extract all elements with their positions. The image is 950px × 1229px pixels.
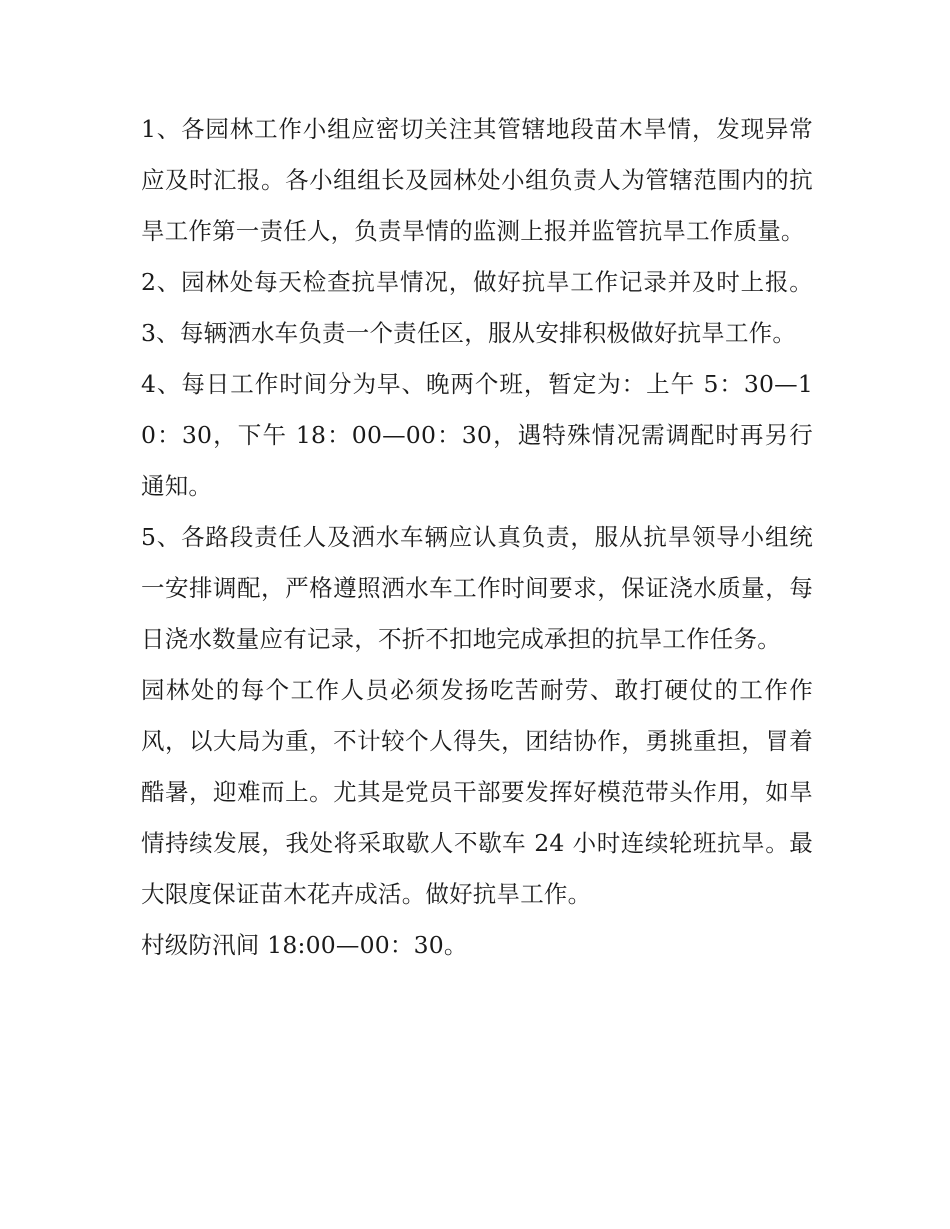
document-body [141, 104, 813, 971]
paragraph-item-1: 1、各园林工作小组应密切关注其管辖地段苗木旱情，发现异常应及时汇报。各小组组长及园林处小组负责人为管辖范围内的抗旱工作第一责任人，负责旱情的监测上报并监管抗旱工作质量。 [141, 115, 813, 245]
paragraph-work-style: 园林处的每个工作人员必须发扬吃苦耐劳、敢打硬仗的工作作风，以大局为重，不计较个人得失，团结协作，勇挑重担，冒着酷暑，迎难而上。尤其是党员干部要发挥好模范带头作用，如旱情持续发展，我处将采取歇人不歇车 24 小时连续轮班抗旱。最大限度保证苗木花卉成活。做好抗旱工作。 [141, 676, 813, 908]
paragraph-item-4: 4、每日工作时间分为早、晚两个班，暂定为：上午 5：30—10：30，下午 18：00—00：30，遇特殊情况需调配时再另行通知。 [141, 370, 813, 500]
paragraph-item-2: 2、园林处每天检查抗旱情况，做好抗旱工作记录并及时上报。 3、每辆洒水车负责一个责任区，服从安排积极做好抗旱工作。 [141, 268, 813, 347]
paragraph-village-flood-duty: 村级防汛间 18:00—00：30。 [141, 931, 468, 959]
paragraph-item-5: 5、各路段责任人及洒水车辆应认真负责，服从抗旱领导小组统一安排调配，严格遵照洒水车工作时间要求，保证浇水质量，每日浇水数量应有记录，不折不扣地完成承担的抗旱工作任务。 [141, 523, 813, 653]
